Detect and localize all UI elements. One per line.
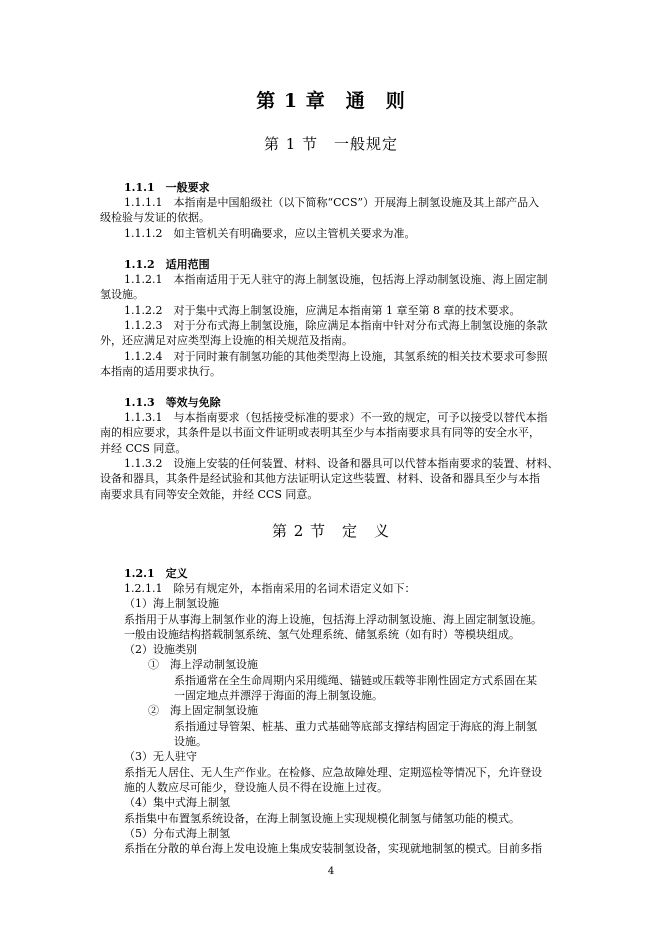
section-title-2: 第 2 节 定 义: [271, 522, 391, 540]
paragraph-line: 1.1.1.2 如主管机关有明确要求，应以主管机关要求为准。: [124, 227, 416, 240]
paragraph-line: 氢设施。: [100, 288, 144, 301]
definition-term: （4）集中式海上制氢: [124, 796, 230, 809]
paragraph-line: 系指通常在全生命周期内采用缆绳、锚链或压载等非刚性固定方式系固在某: [174, 674, 537, 687]
paragraph-line: 1.1.2.3 对于分布式海上制氢设施，除应满足本指南中针对分布式海上制氢设施的条款: [124, 319, 548, 332]
chapter-title: 第 1 章 通 则: [256, 90, 406, 112]
paragraph-line: 设施。: [174, 735, 207, 748]
paragraph-line: 1.1.2.4 对于同时兼有制氢功能的其他类型海上设施，其氢系统的相关技术要求可参照: [124, 350, 548, 363]
paragraph-line: 一般由设施结构搭载制氢系统、氢气处理系统、储氢系统（如有时）等模块组成。: [124, 628, 520, 641]
definition-term: （5）分布式海上制氢: [124, 827, 230, 840]
section-title-1: 第 1 节 一般规定: [263, 135, 399, 153]
definition-term: （3）无人驻守: [124, 750, 197, 763]
page-number: 4: [327, 866, 335, 877]
paragraph-line: 并经 CCS 同意。: [100, 442, 187, 455]
definition-subterm: ② 海上固定制氢设施: [148, 704, 258, 717]
paragraph-line: 系指用于从事海上制氢作业的海上设施，包括海上浮动制氢设施、海上固定制氢设施。: [124, 613, 542, 626]
paragraph-line: 系指在分散的单台海上发电设施上集成安装制氢设备，实现就地制氢的模式。目前多指: [124, 842, 542, 855]
definition-term: （2）设施类别: [124, 643, 197, 656]
paragraph-line: 设备和器具，其条件是经试验和其他方法证明认定这些装置、材料、设备和器具至少与本指: [100, 472, 540, 485]
heading-1-1-1: 1.1.1 一般要求: [124, 181, 210, 194]
paragraph-line: 一固定地点并漂浮于海面的海上制氢设施。: [174, 689, 383, 702]
paragraph-line: 系指无人居住、无人生产作业。在检修、应急故障处理、定期巡检等情况下，允许登设: [124, 766, 542, 779]
paragraph-line: 1.1.3.1 与本指南要求（包括接受标准的要求）不一致的规定，可予以接受以替代本指: [124, 411, 548, 424]
paragraph-line: 外，还应满足对应类型海上设施的相关规范及指南。: [100, 334, 353, 347]
paragraph-line: 1.1.1.1 本指南是中国船级社（以下简称“CCS”）开展海上制氢设施及其上部产品入: [124, 196, 540, 209]
heading-1-1-2: 1.1.2 适用范围: [124, 258, 210, 271]
paragraph-line: 级检验与发证的依据。: [100, 211, 210, 224]
paragraph-line: 施的人数应尽可能少，登设施人员不得在设施上过夜。: [124, 781, 388, 794]
paragraph-line: 1.1.2.1 本指南适用于无人驻守的海上制氢设施，包括海上浮动制氢设施、海上固定制: [124, 273, 548, 286]
paragraph-line: 1.1.3.2 设施上安装的任何装置、材料、设备和器具可以代替本指南要求的装置、材料、: [124, 457, 559, 470]
definition-subterm: ① 海上浮动制氢设施: [148, 658, 258, 671]
paragraph-line: 系指集中布置氢系统设备，在海上制氢设施上实现规模化制氢与储氢功能的模式。: [124, 812, 520, 825]
heading-1-2-1: 1.2.1 定义: [124, 567, 188, 580]
paragraph-line: 南的相应要求，其条件是以书面文件证明或表明其至少与本指南要求具有同等的安全水平，: [100, 426, 540, 439]
paragraph-line: 本指南的适用要求执行。: [100, 365, 221, 378]
paragraph-line: 1.2.1.1 除另有规定外，本指南采用的名词术语定义如下：: [124, 582, 416, 595]
heading-1-1-3: 1.1.3 等效与免除: [124, 396, 221, 409]
definition-term: （1）海上制氢设施: [124, 597, 219, 610]
paragraph-line: 系指通过导管架、桩基、重力式基础等底部支撑结构固定于海底的海上制氢: [174, 720, 537, 733]
paragraph-line: 1.1.2.2 对于集中式海上制氢设施，应满足本指南第 1 章至第 8 章的技术要求。: [124, 304, 521, 317]
paragraph-line: 南要求具有同等安全效能，并经 CCS 同意。: [100, 488, 319, 501]
